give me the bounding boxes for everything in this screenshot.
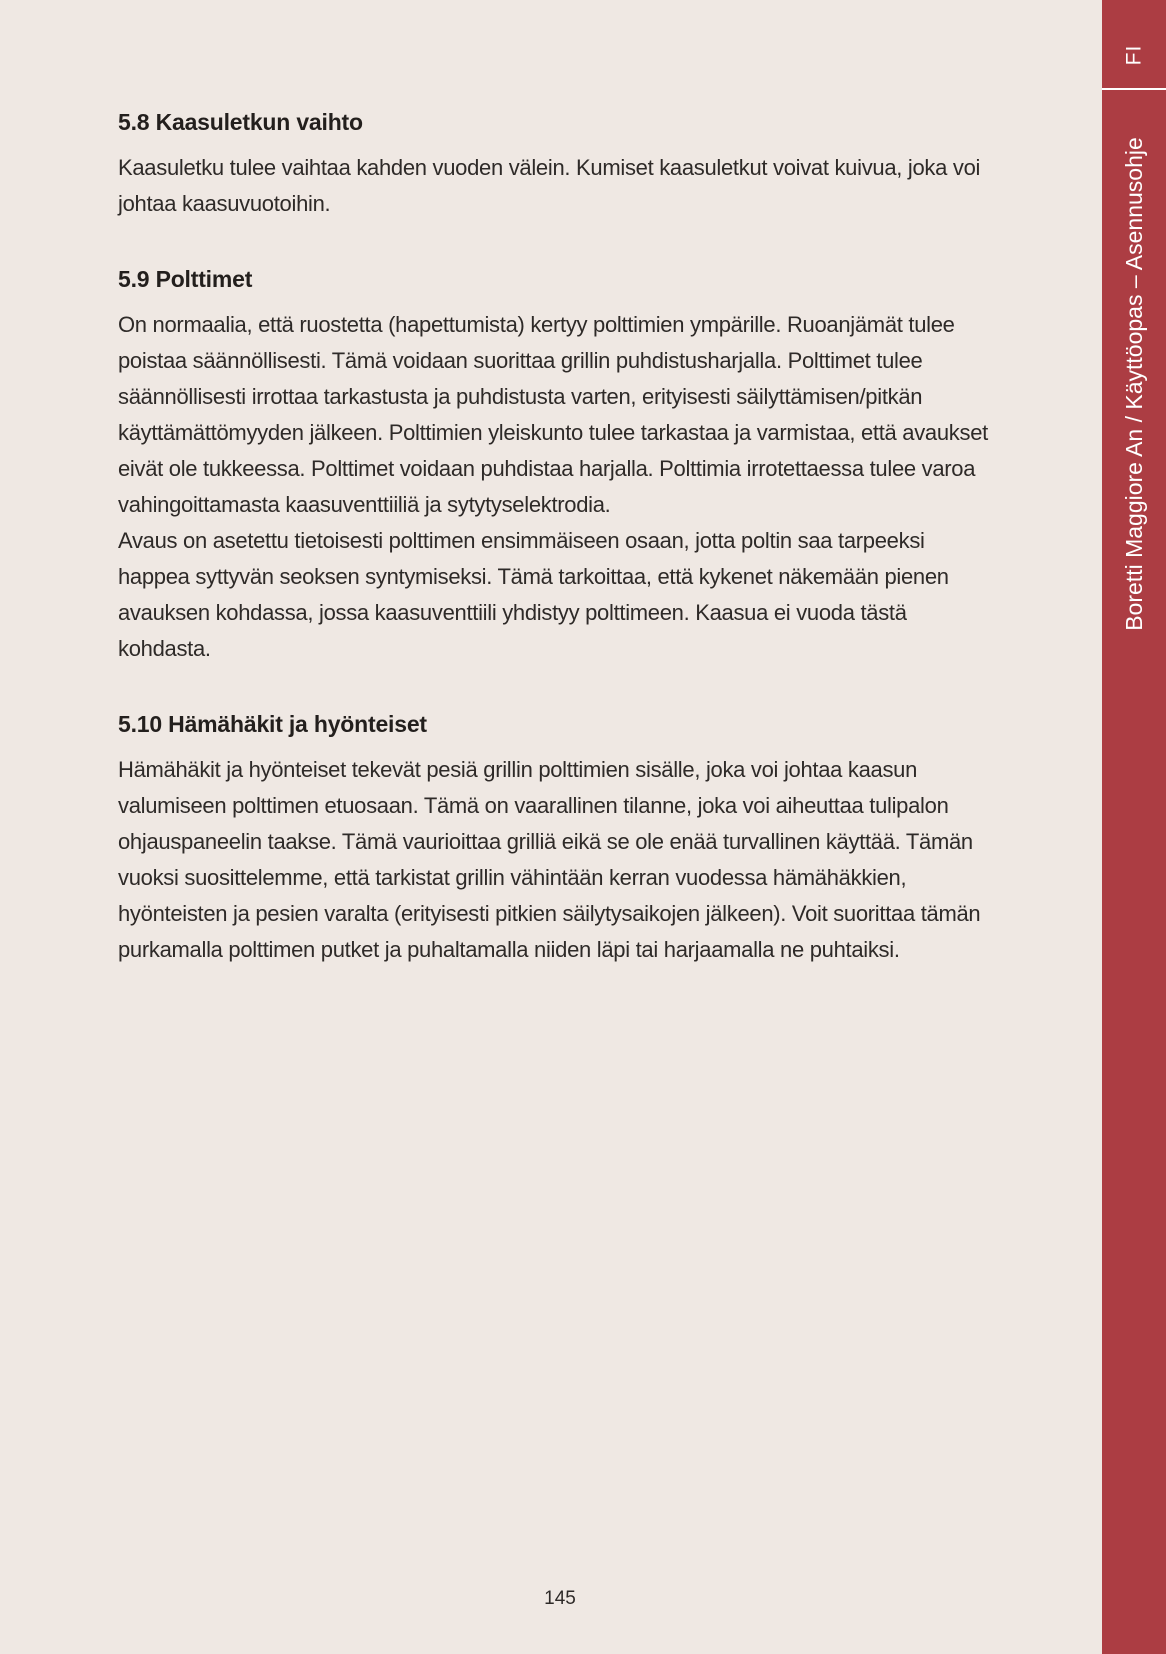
section-gas-hose: [118, 108, 998, 222]
manual-title: Boretti Maggiore An / Käyttöopas – Asennusohje: [1121, 137, 1147, 631]
page-number: 145: [544, 1588, 576, 1609]
section-heading: 5.10 Hämähäkit ja hyönteiset: [118, 710, 427, 737]
section-burners: [118, 265, 998, 667]
language-tab: [1102, 20, 1166, 90]
paragraph: Hämähäkit ja hyönteiset tekevät pesiä grillin polttimien sisälle, joka voi johtaa kaasun valumiseen polttimen etuosaan. Tämä on vaarallinen tilanne, joka voi aiheuttaa tulipalon ohjauspaneelin taakse. Tämä vaurioittaa grilliä eikä se ole enää turvallinen käyttää. Tämän vuoksi suosittelemme, että tarkistat grillin vähintään kerran vuodessa hämähäkkien, hyönteisten ja pesien varalta (erityisesti pitkien säilytysaikojen jälkeen). Voit suorittaa tämän purkamalla polttimen putket ja puhaltamalla niiden läpi tai harjaamalla ne puhtaiksi.: [118, 756, 981, 962]
side-divider: [1102, 88, 1166, 90]
paragraph: On normaalia, että ruostetta (hapettumista) kertyy polttimien ympärille. Ruoanjämät tulee poistaa säännöllisesti. Tämä voidaan suorittaa grillin puhdistusharjalla. Polttimet tulee säännöllisesti irrottaa tarkastusta ja puhdistusta varten, erityisesti säilyttämisen/pitkän käyttämättömyyden jälkeen. Polttimien yleiskunto tulee tarkastaa ja varmistaa, että avaukset eivät ole tukkeessa. Polttimet voidaan puhdistaa harjalla. Polttimia irrotettaessa tulee varoa vahingoittamasta kaasuventtiiliä ja sytytyselektrodia.: [118, 311, 988, 517]
side-tab: [1102, 0, 1166, 1654]
paragraph: Avaus on asetettu tietoisesti polttimen ensimmäiseen osaan, jotta poltin saa tarpeeksi happea syttyvän seoksen syntymiseksi. Tämä tarkoittaa, että kykenet näkemään pienen avauksen kohdassa, jossa kaasuventtiili yhdistyy polttimeen. Kaasua ei vuoda tästä kohdasta.: [118, 527, 949, 661]
section-heading: 5.9 Polttimet: [118, 265, 253, 292]
section-spiders-insects: [118, 710, 998, 968]
paragraph: Kaasuletku tulee vaihtaa kahden vuoden välein. Kumiset kaasuletkut voivat kuivua, joka voi johtaa kaasuvuotoihin.: [118, 154, 981, 216]
section-heading: 5.8 Kaasuletkun vaihto: [118, 109, 363, 135]
document-body: [118, 108, 998, 1011]
language-label: FI: [1121, 44, 1145, 66]
